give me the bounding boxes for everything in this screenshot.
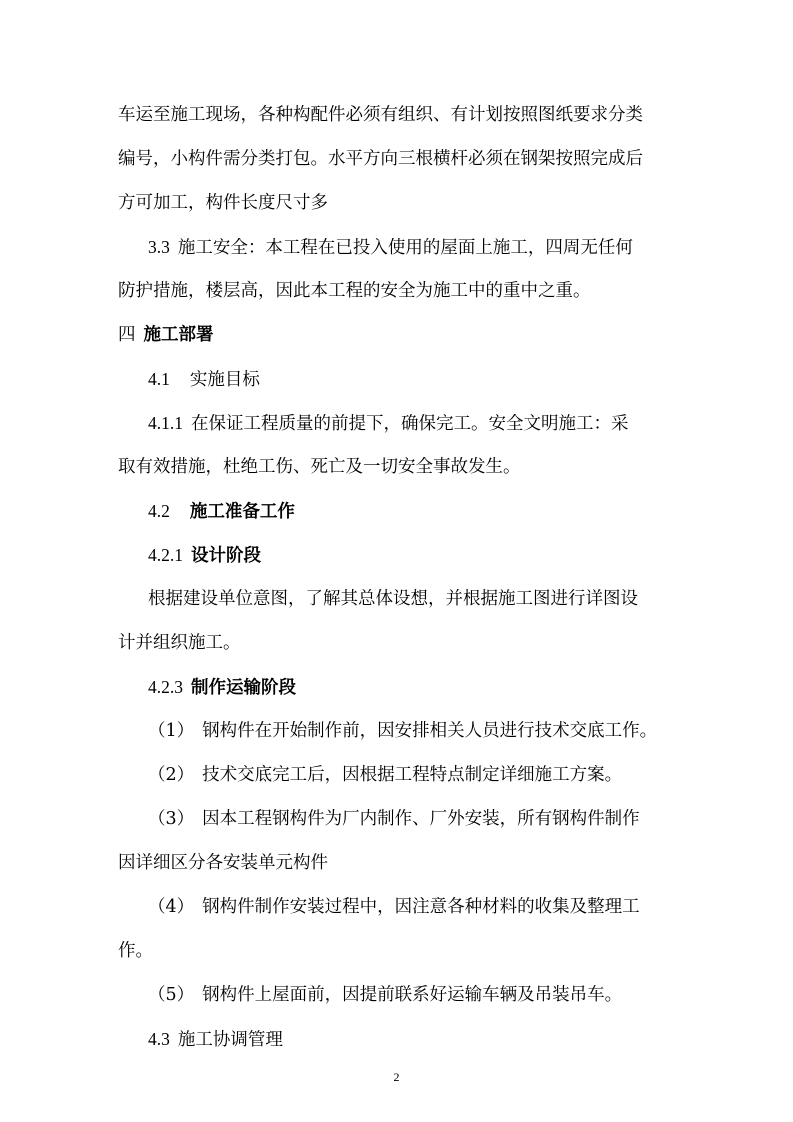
section-4-2-3 [148,676,678,699]
list-item [148,896,678,918]
paragraph-line: 取有效措施，杜绝工伤、死亡及一切安全事故发生。 [118,457,521,477]
list-item [148,720,678,742]
list-item-text: 技术交底完工后，因根据工程特点制定详细施工方案。 [202,765,623,785]
chapter-number: 四 [118,325,136,345]
list-item [148,808,678,830]
section-number: 4.3 [148,1029,170,1049]
list-item [148,764,678,786]
section-4-2-1 [148,544,678,567]
list-item-number: （2） [148,765,195,785]
list-item-number: （5） [148,985,195,1005]
section-number: 4.2 [148,501,170,521]
chapter-title: 施工部署 [143,325,214,345]
section-title: 实施目标 [189,370,260,390]
list-item-text: 钢构件制作安装过程中，因注意各种材料的收集及整理工 [202,897,640,917]
paragraph-line: 编号，小构件需分类打包。水平方向三根横杆必须在钢架按照完成后 [118,149,643,169]
paragraph-line: 根据建设单位意图，了解其总体设想，并根据施工图进行详图设 [148,589,638,609]
list-item-text: 钢构件在开始制作前，因安排相关人员进行技术交底工作。 [202,721,658,741]
paragraph-line: 车运至施工现场，各种构配件必须有组织、有计划按照图纸要求分类 [118,105,643,125]
list-item [148,984,678,1006]
list-item-number: （4） [148,897,195,917]
section-4-1-1 [148,412,678,435]
section-number: 4.1 [148,369,170,389]
section-title: 设计阶段 [191,546,261,566]
section-title: 制作运输阶段 [191,678,296,698]
page-number: 2 [393,1070,400,1084]
list-item-text: 因本工程钢构件为厂内制作、厂外安装，所有钢构件制作 [202,809,640,829]
section-title: 施工协调管理 [177,1030,283,1050]
list-item-text: 钢构件上屋面前，因提前联系好运输车辆及吊装吊车。 [202,985,623,1005]
section-text: 施工安全：本工程在已投入使用的屋面上施工，四周无任何 [177,238,633,258]
section-number: 3.3 [148,237,170,257]
section-3-3 [148,236,678,259]
list-item-number: （1） [148,721,195,741]
section-number: 4.2.3 [148,677,183,697]
paragraph-line: 作。 [118,941,153,961]
chapter-heading-4 [118,324,678,346]
paragraph-line: 方可加工，构件长度尺寸多 [118,193,328,213]
section-4-2 [148,500,678,523]
paragraph-line: 防护措施，楼层高，因此本工程的安全为施工中的重中之重。 [118,281,591,301]
section-4-1 [148,368,678,391]
section-title: 施工准备工作 [189,502,295,522]
section-4-3 [148,1028,678,1051]
paragraph-line: 计并组织施工。 [118,633,241,653]
paragraph-line: 因详细区分各安装单元构件 [118,853,328,873]
section-text: 在保证工程质量的前提下，确保完工。安全文明施工：采 [191,414,629,434]
section-number: 4.1.1 [148,413,183,433]
list-item-number: （3） [148,809,195,829]
section-number: 4.2.1 [148,545,183,565]
